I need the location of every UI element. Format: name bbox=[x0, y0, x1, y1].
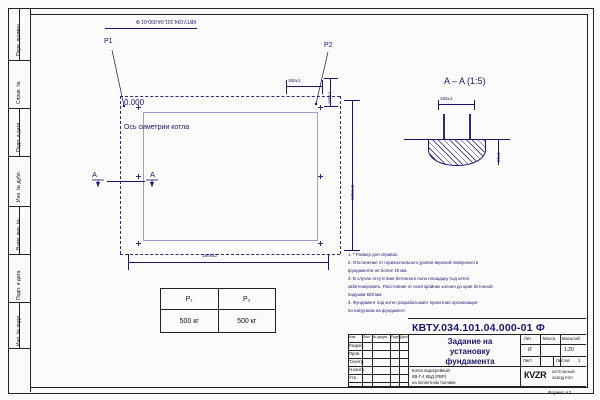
note-3: 3. В случае отсутствия бетонного пола площадку под котел bbox=[348, 276, 470, 281]
format-label: Формат А3 bbox=[548, 390, 572, 395]
anchor-mark bbox=[138, 241, 139, 246]
stamp-rt-v3 bbox=[553, 356, 554, 366]
dim-ext-left bbox=[286, 80, 287, 94]
stamp-header-scale: Масштаб bbox=[562, 336, 580, 341]
section-dim-height: 50±1 bbox=[496, 152, 501, 162]
foundation-right-edge bbox=[340, 96, 341, 254]
margin-label-3: Инв. № дубл. bbox=[16, 171, 22, 202]
dim-line-top bbox=[286, 86, 322, 87]
company-name-1: КОТЕЛЬНЫЙ bbox=[552, 370, 575, 374]
section-arrow-right bbox=[144, 178, 162, 188]
stamp-code-top-line bbox=[408, 318, 586, 319]
note-1: 2. Отклонение от горизонтального уровня верхней поверхности bbox=[348, 260, 479, 265]
stamp-scale-value: 1:20 bbox=[564, 347, 574, 353]
rev-header-3: Подп. bbox=[391, 335, 401, 339]
stamp-sheets-label: Листов bbox=[556, 358, 570, 363]
dim-ext-right bbox=[322, 80, 323, 94]
stamp-right-divider bbox=[520, 334, 521, 386]
company-name-2: ЗАВОД РЭП bbox=[552, 376, 573, 380]
section-dim-width: 160±1 bbox=[440, 96, 453, 101]
rev-v bbox=[399, 334, 400, 386]
rev-header-1: Лист bbox=[363, 335, 371, 339]
note-6: 4. Фундамент под котел разрабатывает проектная организация bbox=[348, 300, 478, 305]
stamp-bottom-line bbox=[348, 386, 586, 387]
pos-label-p2: P2 bbox=[324, 42, 333, 49]
foundation-left-edge bbox=[120, 96, 121, 254]
rev-row-1: Пров. bbox=[349, 351, 361, 356]
stamp-rt-v1 bbox=[540, 334, 541, 366]
base-bottom-line bbox=[143, 240, 317, 241]
section-line bbox=[107, 181, 145, 182]
foundation-block bbox=[428, 139, 486, 166]
rev-row-3: Н.контр. bbox=[349, 367, 366, 372]
stamp-boiler-2: КВ-Г-4 КБД (РВР) bbox=[412, 374, 447, 379]
rev-row-2: Т.контр. bbox=[349, 359, 365, 364]
note-4: забетонировать. Расстояние от осей крайних колонн до края бетонной bbox=[348, 284, 493, 289]
dim-top-small-v: 160±1 bbox=[327, 91, 332, 104]
dim-ext-b-right bbox=[328, 254, 329, 270]
margin-divider bbox=[30, 8, 31, 392]
stamp-title-3: фундамента bbox=[445, 357, 495, 366]
margin-line bbox=[8, 348, 30, 349]
stamp-sheet-label: Лист bbox=[523, 358, 533, 363]
dim-ext-r-bottom bbox=[344, 250, 360, 251]
margin-label-4: Взам. инв. № bbox=[16, 219, 22, 250]
stamp-rt-line3 bbox=[520, 366, 586, 367]
rev-row-4: Утв. bbox=[349, 375, 357, 380]
margin-label-2: Подп. и дата bbox=[16, 122, 22, 152]
note-2: фундамента не более 10 мм. bbox=[348, 268, 408, 273]
stamp-boiler-3: на пеллетном топливе bbox=[412, 380, 456, 385]
stamp-boiler-1: Котел водогрейный bbox=[412, 368, 450, 373]
stamp-title-2: установку bbox=[449, 347, 491, 356]
section-mark-a-left: A bbox=[92, 170, 98, 179]
load-table-value-p1: 500 кг bbox=[161, 310, 219, 333]
dim-height-right: 6604±2 bbox=[350, 185, 355, 200]
dim-line-bottom bbox=[128, 262, 328, 263]
anchor-mark bbox=[320, 174, 321, 179]
dim-width-bottom: 1805±2 bbox=[202, 253, 217, 258]
section-dim-line bbox=[438, 104, 474, 105]
stamp-rt-line1 bbox=[520, 344, 586, 345]
stamp-sheets-no: 1 bbox=[578, 358, 581, 363]
foundation-bottom-edge bbox=[120, 254, 340, 255]
anchor-bolt bbox=[469, 114, 471, 140]
elevation-label: 0.000 bbox=[124, 98, 145, 107]
dim-ext-top bbox=[324, 78, 338, 79]
dim-top-small-h: 160±1 bbox=[288, 78, 301, 83]
note-0: 1. * Размер для справок. bbox=[348, 252, 399, 257]
pos-label-p1: P1 bbox=[104, 38, 113, 45]
section-dim-ext-r bbox=[474, 100, 475, 110]
rev-header-4: Дата bbox=[400, 335, 408, 339]
load-table-header-p1: P₁ bbox=[161, 289, 219, 310]
stamp-header-mass: Масса bbox=[543, 336, 556, 341]
margin-line bbox=[8, 254, 30, 255]
base-top-line bbox=[143, 112, 317, 113]
section-mark-a-right: A bbox=[150, 170, 156, 179]
top-code-underline bbox=[105, 28, 197, 29]
margin-label-0: Перв. примен. bbox=[16, 22, 22, 56]
margin-label-1: Справ. № bbox=[16, 81, 22, 104]
section-title: A – A (1:5) bbox=[444, 76, 486, 86]
margin-line bbox=[8, 156, 30, 157]
base-left-line bbox=[143, 112, 144, 241]
rev-v bbox=[372, 334, 373, 386]
stamp-header-lit: Лит. bbox=[524, 336, 532, 341]
anchor-mark bbox=[138, 174, 139, 179]
load-table-header-p2: P₂ bbox=[218, 289, 276, 310]
rev-v bbox=[390, 334, 391, 386]
company-logo: КVZR bbox=[524, 370, 547, 380]
stamp-code: КВТУ.034.101.04.000-01 Ф bbox=[412, 322, 545, 334]
note-7: по нагрузкам на фундамент. bbox=[348, 308, 406, 313]
dim-ext-bottom bbox=[324, 106, 338, 107]
top-code: КВТУ.034.101.04.000-01 Ф bbox=[135, 18, 196, 24]
load-table bbox=[160, 288, 276, 333]
rev-row-0: Разраб. bbox=[349, 343, 365, 348]
section-arrow-left bbox=[90, 178, 108, 188]
rev-header-0: Изм. bbox=[349, 335, 357, 339]
margin-label-5: Подп. и дата bbox=[16, 270, 22, 300]
floor-level-line bbox=[404, 139, 510, 140]
stamp-lit-value: И bbox=[528, 347, 532, 353]
note-5: подушки 500 мм. bbox=[348, 292, 383, 297]
axis-note: Ось симетрии котла bbox=[124, 124, 190, 131]
section-dim-ext-l bbox=[438, 100, 439, 110]
rev-header-2: № докум. bbox=[373, 335, 388, 339]
stamp-left-divider bbox=[408, 334, 409, 386]
dim-line-right bbox=[352, 100, 353, 250]
anchor-bolt bbox=[443, 114, 445, 140]
load-table-value-p2: 500 кг bbox=[218, 310, 276, 333]
margin-label-6: Инв. № подл. bbox=[16, 314, 22, 346]
dim-ext-b-left bbox=[128, 254, 129, 270]
anchor-mark bbox=[320, 241, 321, 246]
margin-line bbox=[8, 60, 30, 61]
stamp-title-1: Задание на bbox=[447, 337, 493, 346]
dim-ext-r-top bbox=[344, 100, 360, 101]
stamp-title-sep bbox=[408, 366, 520, 367]
